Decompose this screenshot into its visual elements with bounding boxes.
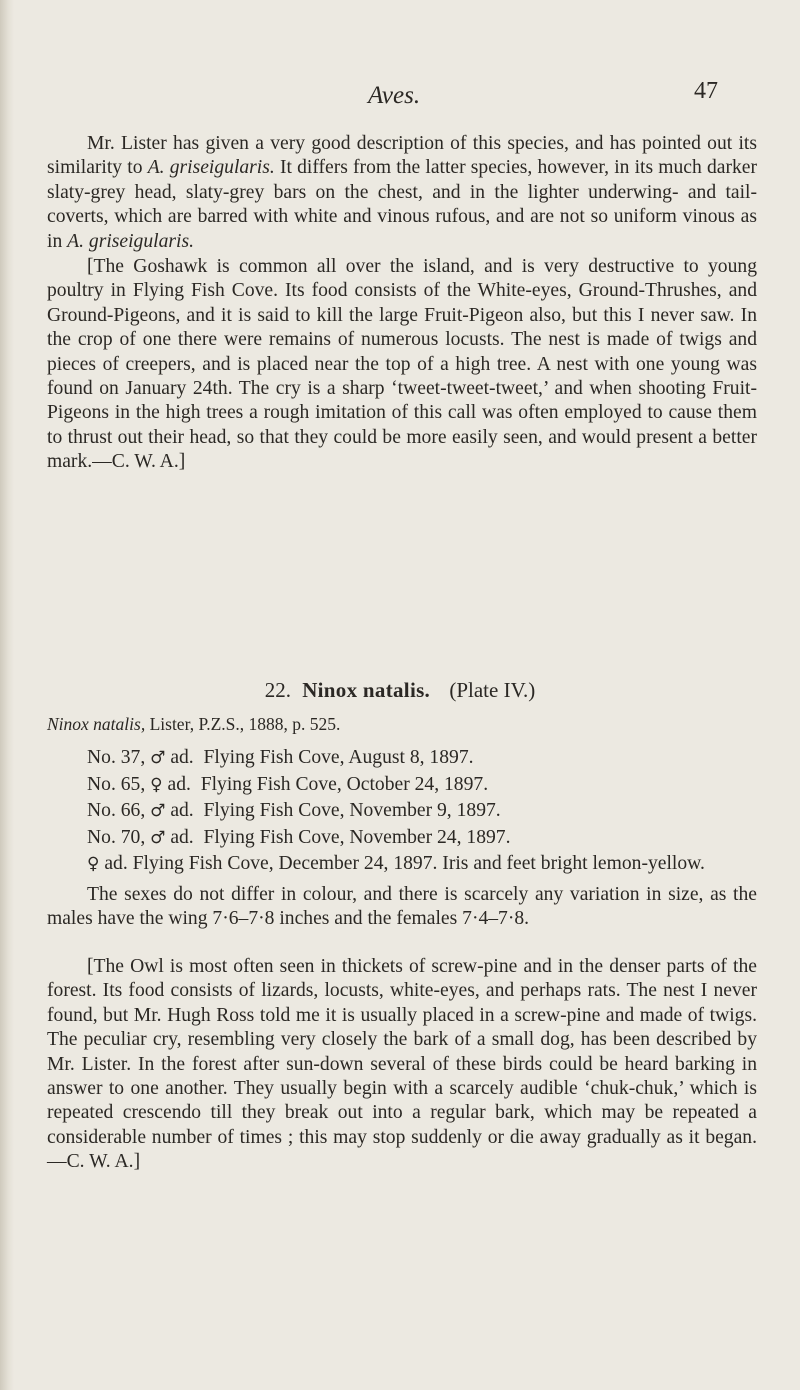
- paragraph-measurements: [47, 883, 757, 932]
- paragraph-owl-notes: [47, 955, 757, 1175]
- paragraph-1-text-b: It differs from the latter species, however, in its much darker slaty-grey head, slaty-grey bars on the chest, and in the lighter underwing- and tail-coverts, which are barred with white and vinous rufous, and are not so uniform vinous as in: [47, 157, 758, 252]
- paragraph-3-text: The sexes do not differ in colour, and there is scarcely any variation in size, as the males have the wing 7·6–7·8 inches and the females 7·4–7·8.: [47, 884, 757, 930]
- sex-symbol: ♀: [150, 774, 163, 795]
- citation-text: Lister, P.Z.S., 1888, p. 525.: [145, 714, 341, 734]
- specimen-list: [47, 746, 757, 877]
- specimen-number: No. 37,: [87, 747, 146, 768]
- paragraph-4-text: [The Owl is most often seen in thickets of screw-pine and in the denser parts of the forest. Its food consists of lizards, locusts, white-eyes, and perhaps rats. The nest I never found, but Mr. Hugh Ross told me it is usually placed in a screw-pine and made of twigs. The peculiar cry, resembling very closely the bark of a small dog, has been described by Mr. Lister. In the forest after sun-down several of these birds could be heard barking in answer to one another. They usually begin with a scarcely audible ‘chuk-chuk,’ which is repeated crescendo till they break out into a regular bark, which may be repeated a considerable number of times ; this may stop suddenly or die away gradually as it began.—C. W. A.]: [47, 956, 757, 1173]
- specimen-detail: Flying Fish Cove, November 9, 1897.: [203, 800, 501, 822]
- specimen-detail: ad. Flying Fish Cove, December 24, 1897. Iris and feet bright lemon-yellow.: [99, 853, 705, 875]
- citation-name: Ninox natalis,: [47, 714, 146, 734]
- specimen-entry: [87, 799, 757, 824]
- species-number: 22.: [264, 678, 291, 702]
- species-ref-italic: A. griseigularis.: [147, 157, 275, 179]
- specimen-age: ad.: [170, 826, 194, 848]
- sex-symbol: ♂: [150, 801, 166, 822]
- sex-symbol: ♂: [150, 748, 166, 768]
- page-number: 47: [694, 78, 718, 104]
- specimen-entry: [87, 773, 757, 798]
- sex-symbol: ♀: [87, 854, 100, 875]
- specimen-entry-with-iris: [47, 852, 757, 877]
- paragraph-description: [47, 132, 757, 254]
- plate-reference: (Plate IV.): [449, 678, 536, 702]
- running-head: [0, 78, 800, 112]
- specimen-number: No. 65,: [87, 773, 146, 795]
- specimen-detail: Flying Fish Cove, August 8, 1897.: [203, 747, 474, 768]
- specimen-entry: [87, 746, 757, 771]
- specimen-age: ad.: [167, 773, 191, 795]
- specimen-number: No. 66,: [87, 800, 146, 822]
- running-head-title: Aves.: [368, 82, 421, 109]
- species-name: Ninox natalis.: [302, 678, 431, 702]
- specimen-detail: Flying Fish Cove, October 24, 1897.: [200, 773, 489, 795]
- specimen-number: No. 70,: [87, 826, 146, 848]
- paragraph-1-text-a: Mr. Lister has given a very good description of this species, and has pointed out its similarity to: [47, 133, 757, 179]
- species-ref-italic: A. griseigularis.: [67, 230, 194, 252]
- specimen-entry: [87, 826, 757, 851]
- paragraph-2-text: [The Goshawk is common all over the island, and is very destructive to young poultry in Flying Fish Cove. Its food consists of the White-eyes, Ground-Thrushes, and Ground-Pigeons, and it is said to kill the large Fruit-Pigeon also, but this I never saw. In the crop of one there were remains of numerous locusts. The nest is made of twigs and pieces of creepers, and is placed near the top of a high tree. A nest with one young was found on January 24th. The cry is a sharp ‘tweet-tweet-tweet,’ and when shooting Fruit-Pigeons in the high trees a rough imitation of this call was often employed to cause them to thrust out their head, so that they could be more easily seen, and would present a better mark.—C. W. A.]: [47, 256, 757, 473]
- species-heading: [0, 678, 800, 703]
- specimen-detail: Flying Fish Cove, November 24, 1897.: [203, 826, 511, 848]
- specimen-age: ad.: [170, 800, 194, 822]
- citation: [47, 714, 757, 735]
- specimen-age: ad.: [170, 747, 194, 768]
- paragraph-goshawk-notes: [47, 255, 757, 475]
- sex-symbol: ♂: [150, 827, 166, 848]
